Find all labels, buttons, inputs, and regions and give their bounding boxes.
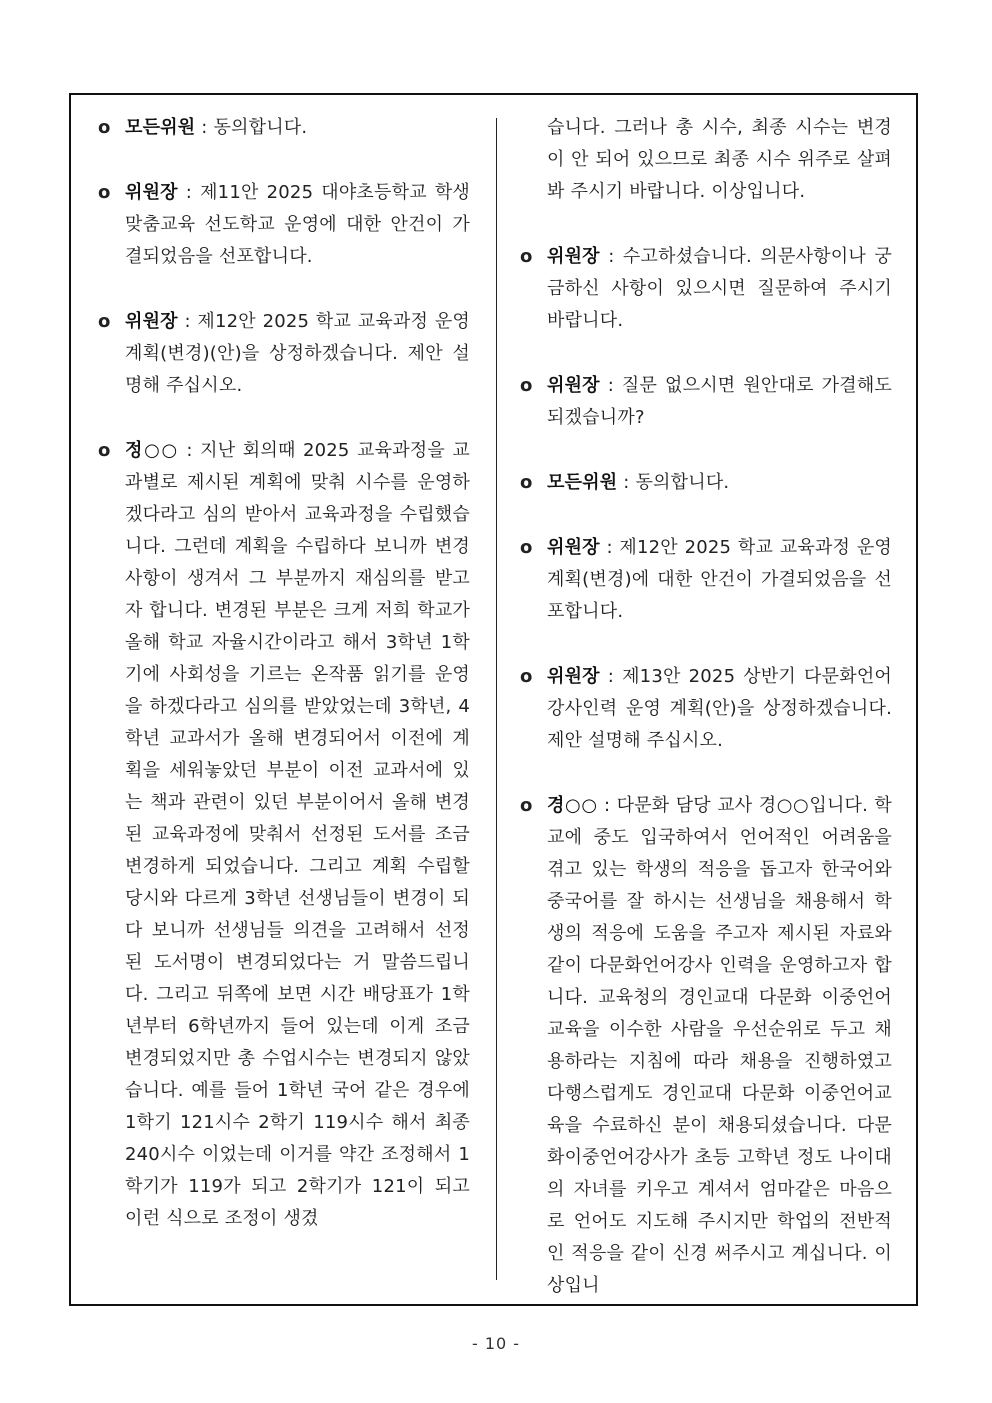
statement-entry (520, 241, 892, 337)
statement-text: : 동의합니다. (195, 117, 308, 138)
speaker-name: 위원장 (547, 666, 600, 687)
statement-text: : 질문 없으시면 원안대로 가결해도 되겠습니까? (547, 375, 892, 428)
statement-text: 습니다. 그러나 총 시수, 최종 시수는 변경이 안 되어 있으므로 최종 시수 위주로 살펴봐 주시기 바랍니다. 이상입니다. (547, 117, 892, 202)
bullet-marker: o (520, 246, 533, 267)
statement-entry (98, 112, 470, 144)
page-number: - 10 - (471, 1334, 521, 1353)
statement-entry (98, 177, 470, 273)
statement-entry (98, 435, 470, 1235)
bullet-marker: o (520, 666, 533, 687)
statement-text: : 동의합니다. (617, 472, 730, 493)
left-column (98, 112, 470, 1235)
speaker-name: 모든위원 (547, 472, 618, 493)
statement-text: : 제12안 2025 학교 교육과정 운영 계획(변경)(안)을 상정하겠습니다. 제안 설명해 주십시오. (125, 311, 470, 396)
speaker-name: 경○○ (547, 795, 598, 816)
speaker-name: 위원장 (125, 182, 178, 203)
bullet-marker: o (98, 440, 111, 461)
statement-entry (520, 661, 892, 757)
statement-entry (520, 467, 892, 499)
statement-entry (98, 306, 470, 402)
statement-text: : 제12안 2025 학교 교육과정 운영 계획(변경)에 대한 안건이 가결되었음을 선포합니다. (547, 537, 892, 622)
column-divider (496, 118, 497, 1280)
statement-continuation (520, 112, 892, 208)
statement-text: : 지난 회의때 2025 교육과정을 교과별로 제시된 계획에 맞춰 시수를 운영하겠다라고 심의 받아서 교육과정을 수립했습니다. 그런데 계획을 수립하다 보니까 변경 사항이 생겨서 그 부분까지 재심의를 받고자 합니다. 변경된 부분은 크게 저희 학교가 올해 학교 자율시간이라고 해서 3학년 1학기에 사회성을 기르는 온작품 읽기를 운영을 하겠다라고 심의를 받았었는데 3학년, 4학년 교과서가 올해 변경되어서 이전에 계획을 세워놓았던 부분이 이전 교과서에 있는 책과 관련이 있던 부분이어서 올해 변경된 교육과정에 맞춰서 선정된 도서를 조금 변경하게 되었습니다. 그리고 계획 수립할 당시와 다르게 3학년 선생님들이 변경이 되다 보니까 선생님들 의견을 고려해서 선정된 도서명이 변경되었다는 거 말씀드립니다. 그리고 뒤쪽에 보면 시간 배당표가 1학년부터 6학년까지 들어 있는데 이게 조금 변경되었지만 총 수업시수는 변경되지 않았습니다. 예를 들어 1학년 국어 같은 경우에 1학기 121시수 2학기 119시수 해서 최종 240시수 이었는데 이거를 약간 조정해서 1학기가 119가 되고 2학기가 121이 되고 이런 식으로 조정이 생겼 (125, 440, 471, 1229)
speaker-name: 위원장 (125, 311, 178, 332)
bullet-marker: o (98, 182, 111, 203)
statement-entry (520, 790, 892, 1302)
speaker-name: 모든위원 (125, 117, 196, 138)
bullet-marker: o (520, 375, 533, 396)
speaker-name: 위원장 (547, 537, 600, 558)
statement-text: : 제11안 2025 대야초등학교 학생맞춤교육 선도학교 운영에 대한 안건이 가결되었음을 선포합니다. (125, 182, 470, 267)
bullet-marker: o (98, 117, 111, 138)
bullet-marker: o (520, 537, 533, 558)
speaker-name: 정○○ (125, 440, 179, 461)
statement-text: : 제13안 2025 상반기 다문화언어 강사인력 운영 계획(안)을 상정하겠습니다. 제안 설명해 주십시오. (547, 666, 892, 751)
statement-entry (520, 532, 892, 628)
bullet-marker: o (98, 311, 111, 332)
statement-text: : 다문화 담당 교사 경○○입니다. 학교에 중도 입국하여서 언어적인 어려움을 겪고 있는 학생의 적응을 돕고자 한국어와 중국어를 잘 하시는 선생님을 채용해서 학생의 적응에 도움을 주고자 제시된 자료와 같이 다문화언어강사 인력을 운영하고자 합니다. 교육청의 경인교대 다문화 이중언어 교육을 이수한 사람을 우선순위로 두고 채용하라는 지침에 따라 채용을 진행하였고 다행스럽게도 경인교대 다문화 이중언어교육을 수료하신 분이 채용되셨습니다. 다문화이중언어강사가 초등 고학년 정도 나이대의 자녀를 키우고 계셔서 엄마같은 마음으로 언어도 지도해 주시지만 학업의 전반적인 적응을 같이 신경 써주시고 계십니다. 이상입니 (547, 795, 892, 1296)
bullet-marker: o (520, 472, 533, 493)
statement-entry (520, 370, 892, 434)
speaker-name: 위원장 (547, 375, 600, 396)
statement-text: : 수고하셨습니다. 의문사항이나 궁금하신 사항이 있으시면 질문하여 주시기 바랍니다. (547, 246, 892, 331)
speaker-name: 위원장 (547, 246, 600, 267)
bullet-marker: o (520, 795, 533, 816)
right-column (520, 112, 892, 1302)
